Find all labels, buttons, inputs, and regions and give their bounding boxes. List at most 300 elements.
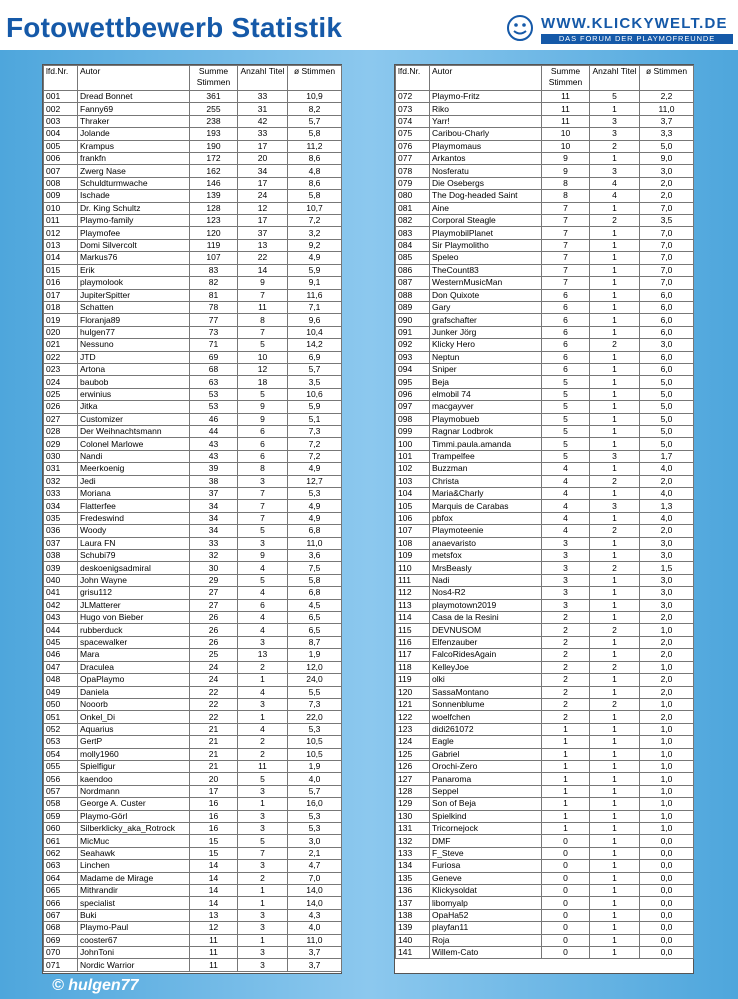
cell-nr: 068: [44, 922, 78, 934]
col-header-summe: Summe Stimmen: [190, 66, 238, 91]
table-row: [396, 500, 694, 512]
cell-summe: 46: [190, 413, 238, 425]
cell-autor: Meerkoenig: [78, 463, 190, 475]
cell-autor: JTD: [78, 351, 190, 363]
cell-autor: Ragnar Lodbrok: [430, 425, 542, 437]
table-header-row: [44, 66, 342, 91]
cell-nr: 029: [44, 438, 78, 450]
cell-anzahl: 1: [590, 723, 640, 735]
cell-summe: 7: [542, 277, 590, 289]
cell-summe: 238: [190, 115, 238, 127]
cell-anzahl: 14: [238, 264, 288, 276]
cell-summe: 1: [542, 810, 590, 822]
cell-avg: 14,0: [288, 885, 342, 897]
cell-anzahl: 2: [238, 661, 288, 673]
table-row: [44, 525, 342, 537]
cell-avg: 7,0: [640, 202, 694, 214]
cell-autor: Nordic Warrior: [78, 959, 190, 971]
cell-autor: Daniela: [78, 686, 190, 698]
cell-nr: 112: [396, 587, 430, 599]
cell-summe: 0: [542, 922, 590, 934]
cell-summe: 123: [190, 215, 238, 227]
cell-summe: 68: [190, 363, 238, 375]
cell-avg: 5,9: [288, 264, 342, 276]
cell-avg: 4,3: [288, 909, 342, 921]
table-row: [396, 885, 694, 897]
table-row: [44, 202, 342, 214]
cell-autor: F_Steve: [430, 847, 542, 859]
cell-anzahl: 1: [590, 835, 640, 847]
cell-autor: Silberklicky_aka_Rotrock: [78, 822, 190, 834]
cell-summe: 9: [542, 153, 590, 165]
cell-avg: 2,2: [640, 91, 694, 103]
cell-anzahl: 13: [238, 649, 288, 661]
cell-anzahl: 3: [238, 475, 288, 487]
cell-summe: 5: [542, 438, 590, 450]
table-row: [396, 289, 694, 301]
cell-nr: 120: [396, 686, 430, 698]
table-row: [396, 636, 694, 648]
cell-avg: 3,6: [288, 550, 342, 562]
table-row: [44, 314, 342, 326]
table-row: [396, 463, 694, 475]
cell-autor: JLMatterer: [78, 599, 190, 611]
cell-nr: 109: [396, 550, 430, 562]
cell-autor: Don Quixote: [430, 289, 542, 301]
cell-nr: 140: [396, 934, 430, 946]
cell-summe: 71: [190, 339, 238, 351]
table-body-left: [44, 91, 342, 972]
cell-avg: 2,1: [288, 847, 342, 859]
cell-nr: 058: [44, 798, 78, 810]
table-row: [396, 897, 694, 909]
table-row: [44, 897, 342, 909]
table-row: [44, 562, 342, 574]
cell-summe: 6: [542, 301, 590, 313]
cell-autor: Onkel_Di: [78, 711, 190, 723]
cell-summe: 4: [542, 500, 590, 512]
table-row: [44, 574, 342, 586]
table-row: [44, 587, 342, 599]
cell-autor: Aine: [430, 202, 542, 214]
stats-table-right: [394, 64, 694, 974]
cell-summe: 193: [190, 128, 238, 140]
table-row: [44, 773, 342, 785]
cell-summe: 20: [190, 773, 238, 785]
cell-summe: 83: [190, 264, 238, 276]
cell-anzahl: 33: [238, 128, 288, 140]
cell-avg: 1,0: [640, 785, 694, 797]
cell-anzahl: 20: [238, 153, 288, 165]
cell-summe: 5: [542, 401, 590, 413]
cell-summe: 7: [542, 264, 590, 276]
table-row: [44, 612, 342, 624]
cell-anzahl: 1: [590, 289, 640, 301]
cell-avg: 4,5: [288, 599, 342, 611]
cell-anzahl: 2: [590, 339, 640, 351]
cell-anzahl: 1: [590, 351, 640, 363]
cell-avg: 6,0: [640, 301, 694, 313]
cell-autor: cooster67: [78, 934, 190, 946]
cell-anzahl: 3: [238, 822, 288, 834]
cell-autor: Laura FN: [78, 537, 190, 549]
cell-nr: 092: [396, 339, 430, 351]
table-row: [44, 115, 342, 127]
cell-avg: 3,0: [640, 599, 694, 611]
cell-avg: 1,9: [288, 760, 342, 772]
cell-avg: 8,6: [288, 177, 342, 189]
cell-anzahl: 1: [238, 934, 288, 946]
table-row: [396, 326, 694, 338]
cell-autor: John Wayne: [78, 574, 190, 586]
cell-autor: Der Weihnachtsmann: [78, 425, 190, 437]
cell-avg: 7,5: [288, 562, 342, 574]
cell-avg: 8,2: [288, 103, 342, 115]
cell-anzahl: 1: [590, 636, 640, 648]
cell-nr: 118: [396, 661, 430, 673]
cell-avg: 4,9: [288, 512, 342, 524]
cell-summe: 1: [542, 773, 590, 785]
cell-nr: 043: [44, 612, 78, 624]
table-row: [44, 128, 342, 140]
cell-anzahl: 1: [590, 947, 640, 959]
cell-anzahl: 1: [590, 822, 640, 834]
table-row: [44, 165, 342, 177]
cell-summe: 7: [542, 202, 590, 214]
cell-autor: Eagle: [430, 736, 542, 748]
cell-summe: 34: [190, 500, 238, 512]
cell-autor: didi261072: [430, 723, 542, 735]
cell-autor: grisu112: [78, 587, 190, 599]
cell-anzahl: 1: [590, 649, 640, 661]
cell-anzahl: 3: [590, 128, 640, 140]
cell-autor: Beja: [430, 376, 542, 388]
cell-nr: 004: [44, 128, 78, 140]
table-row: [396, 909, 694, 921]
cell-nr: 135: [396, 872, 430, 884]
cell-nr: 048: [44, 674, 78, 686]
cell-autor: Nandi: [78, 450, 190, 462]
cell-anzahl: 3: [238, 537, 288, 549]
cell-nr: 051: [44, 711, 78, 723]
cell-nr: 105: [396, 500, 430, 512]
cell-summe: 4: [542, 463, 590, 475]
cell-avg: 2,0: [640, 475, 694, 487]
cell-summe: 7: [542, 227, 590, 239]
cell-summe: 11: [542, 91, 590, 103]
table-row: [44, 488, 342, 500]
cell-autor: Aquarius: [78, 723, 190, 735]
cell-autor: metsfox: [430, 550, 542, 562]
table-row: [44, 785, 342, 797]
logo-text: WWW.KLICKYWELT.DE: [541, 15, 728, 32]
cell-autor: Erik: [78, 264, 190, 276]
table-row: [396, 525, 694, 537]
cell-anzahl: 6: [238, 450, 288, 462]
cell-anzahl: 17: [238, 140, 288, 152]
table-row: [396, 612, 694, 624]
cell-anzahl: 5: [590, 91, 640, 103]
cell-avg: 4,9: [288, 252, 342, 264]
cell-nr: 083: [396, 227, 430, 239]
cell-summe: 73: [190, 326, 238, 338]
cell-autor: Playmo-Fritz: [430, 91, 542, 103]
cell-autor: Thraker: [78, 115, 190, 127]
cell-nr: 003: [44, 115, 78, 127]
cell-nr: 014: [44, 252, 78, 264]
cell-autor: woelfchen: [430, 711, 542, 723]
cell-nr: 055: [44, 760, 78, 772]
table-row: [44, 959, 342, 971]
cell-autor: Playmo-family: [78, 215, 190, 227]
cell-avg: 14,0: [288, 897, 342, 909]
cell-avg: 9,1: [288, 277, 342, 289]
cell-avg: 3,7: [640, 115, 694, 127]
cell-autor: Jitka: [78, 401, 190, 413]
cell-avg: 1,5: [640, 562, 694, 574]
cell-anzahl: 5: [238, 388, 288, 400]
cell-nr: 106: [396, 512, 430, 524]
cell-avg: 1,0: [640, 773, 694, 785]
footer-copyright: © hulgen77: [52, 977, 139, 994]
cell-autor: Nooorb: [78, 698, 190, 710]
cell-autor: Sonnenblume: [430, 698, 542, 710]
cell-autor: Spielfigur: [78, 760, 190, 772]
cell-anzahl: 1: [238, 885, 288, 897]
cell-autor: Casa de la Resini: [430, 612, 542, 624]
cell-anzahl: 1: [590, 376, 640, 388]
table-row: [396, 488, 694, 500]
cell-nr: 097: [396, 401, 430, 413]
cell-autor: Krampus: [78, 140, 190, 152]
cell-nr: 002: [44, 103, 78, 115]
cell-summe: 2: [542, 698, 590, 710]
cell-summe: 16: [190, 798, 238, 810]
cell-nr: 133: [396, 847, 430, 859]
cell-nr: 062: [44, 847, 78, 859]
cell-autor: Flatterfee: [78, 500, 190, 512]
cell-avg: 9,0: [640, 153, 694, 165]
cell-summe: 26: [190, 612, 238, 624]
cell-avg: 5,7: [288, 785, 342, 797]
cell-anzahl: 1: [590, 413, 640, 425]
cell-avg: 5,0: [640, 401, 694, 413]
table-row: [44, 153, 342, 165]
cell-nr: 064: [44, 872, 78, 884]
table-row: [44, 301, 342, 313]
cell-summe: 0: [542, 835, 590, 847]
cell-avg: 1,0: [640, 748, 694, 760]
cell-nr: 130: [396, 810, 430, 822]
cell-avg: 10,5: [288, 736, 342, 748]
cell-anzahl: 7: [238, 847, 288, 859]
cell-anzahl: 1: [590, 550, 640, 562]
cell-autor: Playmo-Görl: [78, 810, 190, 822]
cell-nr: 008: [44, 177, 78, 189]
cell-autor: playmolook: [78, 277, 190, 289]
cell-avg: 0,0: [640, 934, 694, 946]
cell-avg: 2,0: [640, 612, 694, 624]
cell-summe: 26: [190, 624, 238, 636]
cell-nr: 069: [44, 934, 78, 946]
cell-autor: Spielkind: [430, 810, 542, 822]
table-row: [396, 103, 694, 115]
table-row: [44, 847, 342, 859]
cell-summe: 78: [190, 301, 238, 313]
cell-autor: Jolande: [78, 128, 190, 140]
cell-anzahl: 17: [238, 177, 288, 189]
cell-anzahl: 1: [590, 785, 640, 797]
cell-anzahl: 9: [238, 550, 288, 562]
cell-nr: 104: [396, 488, 430, 500]
cell-summe: 37: [190, 488, 238, 500]
klickywelt-logo[interactable]: [505, 14, 733, 48]
cell-avg: 2,0: [640, 686, 694, 698]
cell-avg: 0,0: [640, 847, 694, 859]
cell-anzahl: 1: [590, 897, 640, 909]
cell-summe: 8: [542, 190, 590, 202]
cell-autor: Yarr!: [430, 115, 542, 127]
cell-avg: 0,0: [640, 947, 694, 959]
cell-anzahl: 7: [238, 326, 288, 338]
table-row: [44, 264, 342, 276]
table-row: [396, 760, 694, 772]
cell-nr: 121: [396, 698, 430, 710]
cell-anzahl: 1: [590, 847, 640, 859]
cell-nr: 074: [396, 115, 430, 127]
cell-avg: 4,9: [288, 463, 342, 475]
cell-summe: 7: [542, 252, 590, 264]
cell-nr: 127: [396, 773, 430, 785]
cell-anzahl: 1: [590, 798, 640, 810]
col-header-autor: Autor: [78, 66, 190, 91]
col-header-summe: Summe Stimmen: [542, 66, 590, 91]
cell-autor: Riko: [430, 103, 542, 115]
table-row: [396, 227, 694, 239]
cell-summe: 2: [542, 674, 590, 686]
cell-nr: 137: [396, 897, 430, 909]
cell-summe: 0: [542, 947, 590, 959]
cell-summe: 4: [542, 525, 590, 537]
cell-autor: Buzzman: [430, 463, 542, 475]
cell-anzahl: 2: [238, 872, 288, 884]
table-row: [396, 351, 694, 363]
cell-anzahl: 3: [238, 909, 288, 921]
cell-autor: macgayver: [430, 401, 542, 413]
cell-nr: 100: [396, 438, 430, 450]
cell-summe: 255: [190, 103, 238, 115]
cell-avg: 5,0: [640, 140, 694, 152]
cell-nr: 090: [396, 314, 430, 326]
cell-summe: 2: [542, 612, 590, 624]
cell-avg: 5,1: [288, 413, 342, 425]
cell-nr: 131: [396, 822, 430, 834]
table-row: [396, 128, 694, 140]
cell-summe: 146: [190, 177, 238, 189]
cell-summe: 0: [542, 847, 590, 859]
cell-avg: 8,6: [288, 153, 342, 165]
table-row: [396, 363, 694, 375]
cell-autor: elmobil 74: [430, 388, 542, 400]
cell-avg: 1,0: [640, 661, 694, 673]
cell-autor: Arkantos: [430, 153, 542, 165]
cell-nr: 053: [44, 736, 78, 748]
cell-nr: 085: [396, 252, 430, 264]
cell-summe: 14: [190, 860, 238, 872]
cell-summe: 172: [190, 153, 238, 165]
cell-autor: Artona: [78, 363, 190, 375]
cell-anzahl: 24: [238, 190, 288, 202]
cell-nr: 049: [44, 686, 78, 698]
cell-nr: 032: [44, 475, 78, 487]
cell-autor: molly1960: [78, 748, 190, 760]
cell-nr: 009: [44, 190, 78, 202]
cell-autor: pbfox: [430, 512, 542, 524]
table-row: [44, 351, 342, 363]
cell-autor: Fredeswind: [78, 512, 190, 524]
cell-nr: 108: [396, 537, 430, 549]
cell-avg: 11,2: [288, 140, 342, 152]
cell-anzahl: 1: [590, 885, 640, 897]
cell-nr: 103: [396, 475, 430, 487]
cell-avg: 3,0: [288, 835, 342, 847]
cell-anzahl: 4: [590, 177, 640, 189]
cell-autor: specialist: [78, 897, 190, 909]
page-title: Fotowettbewerb Statistik: [6, 12, 343, 43]
cell-avg: 4,0: [288, 922, 342, 934]
cell-anzahl: 1: [590, 301, 640, 313]
cell-avg: 5,3: [288, 488, 342, 500]
cell-autor: FalcoRidesAgain: [430, 649, 542, 661]
cell-summe: 6: [542, 289, 590, 301]
cell-summe: 128: [190, 202, 238, 214]
cell-anzahl: 1: [590, 277, 640, 289]
cell-autor: Orochi-Zero: [430, 760, 542, 772]
cell-summe: 190: [190, 140, 238, 152]
table-row: [44, 463, 342, 475]
cell-summe: 69: [190, 351, 238, 363]
cell-autor: Klicky Hero: [430, 339, 542, 351]
table-row: [396, 91, 694, 103]
cell-summe: 81: [190, 289, 238, 301]
cell-anzahl: 4: [238, 723, 288, 735]
cell-avg: 7,2: [288, 450, 342, 462]
table-row: [396, 574, 694, 586]
cell-anzahl: 1: [590, 252, 640, 264]
cell-summe: 2: [542, 636, 590, 648]
cell-nr: 080: [396, 190, 430, 202]
cell-anzahl: 1: [590, 363, 640, 375]
cell-summe: 3: [542, 550, 590, 562]
cell-avg: 3,7: [288, 947, 342, 959]
cell-nr: 031: [44, 463, 78, 475]
cell-avg: 0,0: [640, 872, 694, 884]
cell-anzahl: 1: [590, 711, 640, 723]
cell-avg: 1,0: [640, 698, 694, 710]
cell-nr: 050: [44, 698, 78, 710]
table-row: [44, 760, 342, 772]
cell-summe: 34: [190, 525, 238, 537]
cell-summe: 17: [190, 785, 238, 797]
cell-avg: 6,9: [288, 351, 342, 363]
cell-autor: Speleo: [430, 252, 542, 264]
cell-summe: 10: [542, 140, 590, 152]
table-row: [44, 227, 342, 239]
cell-anzahl: 33: [238, 91, 288, 103]
cell-avg: 1,9: [288, 649, 342, 661]
cell-summe: 3: [542, 537, 590, 549]
table-row: [396, 376, 694, 388]
